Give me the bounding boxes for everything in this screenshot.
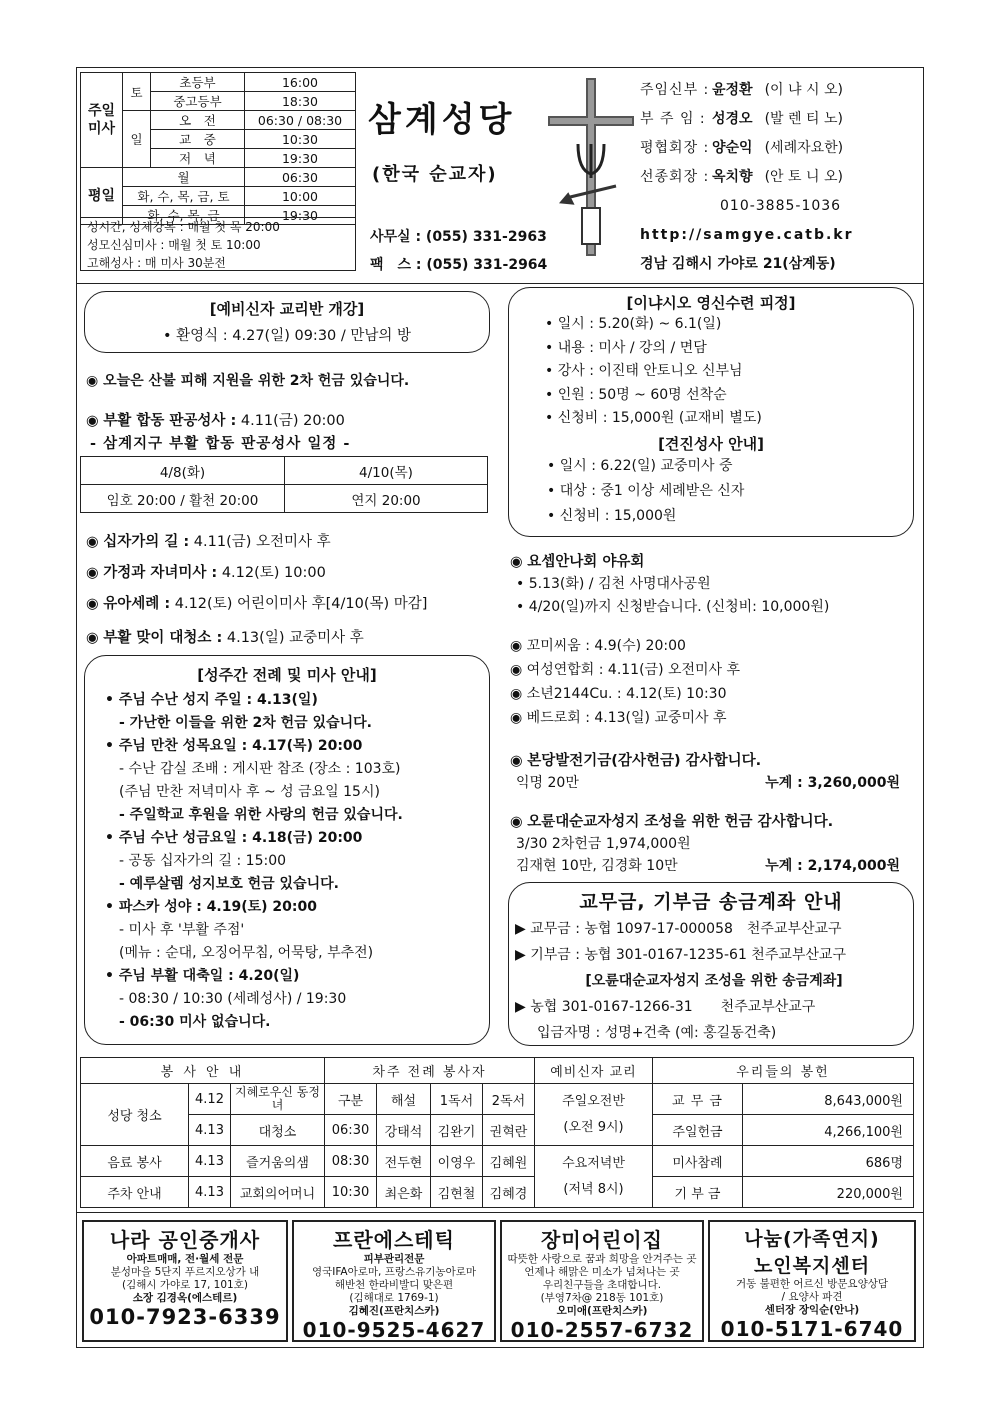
class-time: (저녁 8시) — [563, 1181, 624, 1197]
clergy-row — [640, 105, 854, 134]
holy-week-line: - 수난 감실 조배 : 게시판 참조 (장소 : 103호) — [119, 761, 401, 777]
cross-logo-icon — [548, 78, 634, 256]
mass-name: 월 — [123, 168, 245, 187]
service-cell: 성당 청소 — [81, 1084, 189, 1146]
accounts-box — [508, 882, 914, 1046]
catechism-head: 예비신자 교리 — [535, 1058, 653, 1084]
holy-week-line: (메뉴 : 순대, 오징어무침, 어묵탕, 부추전) — [119, 945, 374, 961]
notice-title: 부활 맞이 대청소 : — [103, 630, 223, 646]
service-table — [80, 1057, 914, 1208]
service-cell: 전두현 — [377, 1146, 431, 1177]
notice-family-mass: ◉ 가정과 자녀미사 : 4.12(토) 10:00 — [86, 565, 326, 581]
mass-name: 교 중 — [151, 130, 245, 149]
retreat-item: • 인원 : 50명 ~ 60명 선착순 — [545, 386, 727, 403]
clergy-row — [640, 76, 854, 105]
confession-schedule-table — [80, 456, 488, 513]
ad-phone: 010-9525-4627 — [302, 1318, 486, 1342]
service-cell: 2독서 — [483, 1084, 535, 1115]
weekday-mass-label: 평일 — [81, 168, 123, 225]
accounts-list — [509, 916, 913, 1046]
catechumen-box — [84, 291, 490, 353]
offering-value: 4,266,100원 — [743, 1115, 914, 1146]
ads-divider — [76, 1212, 924, 1213]
mass-name: 화, 수, 목, 금, 토 — [123, 187, 245, 206]
saint-name: (안 토 니 오) — [764, 169, 843, 185]
accounts-subtitle: [오륜대순교자성지 조성을 위한 송금계좌] — [585, 973, 843, 989]
ad-name: 노인복지센터 — [753, 1255, 871, 1277]
class-name: 주일오전반 — [562, 1093, 625, 1109]
confirmation-title: [견진성사 안내] — [658, 434, 764, 453]
holy-week-box — [84, 655, 490, 1045]
holy-week-line: - 주일학교 후원을 위한 사랑의 헌금 있습니다. — [119, 807, 403, 823]
meeting-item: ◉ 꼬미씨움 : 4.9(수) 20:00 — [510, 638, 686, 654]
catechism-cell — [535, 1146, 653, 1208]
saint-name: (세례자요한) — [764, 140, 844, 156]
saint-name: (이 냐 시 오) — [764, 82, 843, 98]
confirm-item: • 대상 : 중1 이상 세례받은 신자 — [547, 482, 745, 499]
confession-subtitle: - 삼계지구 부활 합동 판공성사 일정 - — [90, 436, 351, 452]
notice-title: 부활 합동 판공성사 : — [103, 413, 237, 429]
name: 양순익 — [712, 140, 753, 156]
notice-2nd-collection: ◉ 오늘은 산불 피해 지원을 위한 2차 헌금 있습니다. — [86, 373, 410, 389]
account-note: 입금자명 : 성명+건축 (예: 홍길동건축) — [537, 1025, 777, 1041]
ad-line: 센터장 장익순(안나) — [764, 1304, 860, 1316]
notice-cleaning: ◉ 부활 맞이 대청소 : 4.13(일) 교중미사 후 — [86, 630, 364, 646]
saint-name: (발 렌 티 노) — [764, 111, 843, 127]
mass-time: 16:00 — [245, 73, 356, 92]
notice-infant-baptism: ◉ 유아세례 : 4.12(토) 어린이미사 후[4/10(목) 마감] — [86, 596, 428, 612]
meeting-text: 여성연합회 : 4.11(금) 오전미사 후 — [526, 662, 741, 678]
meeting-item: ◉ 베드로회 : 4.13(일) 교중미사 후 — [510, 710, 727, 726]
service-cell: 4.13 — [189, 1177, 231, 1208]
mass-notes — [80, 217, 356, 271]
service-cell: 4.13 — [189, 1115, 231, 1146]
notice-text: 4.12(토) 10:00 — [217, 565, 326, 581]
ad-line: / 요양사 파견 — [781, 1291, 843, 1303]
ad-line: 피부관리전문 — [363, 1253, 425, 1265]
website-link[interactable]: http://samgye.catb.kr — [640, 227, 854, 243]
retreat-item: • 강사 : 이진태 안토니오 신부님 — [545, 363, 743, 379]
ad-name: 나라 공인중개사 — [109, 1228, 261, 1252]
mass-name: 중고등부 — [151, 92, 245, 111]
holy-week-line: - 예루살렘 성지보호 헌금 있습니다. — [119, 876, 339, 892]
shrine-donors: 김재현 10만, 김경화 10만 — [516, 858, 678, 874]
role: 평협회장 : — [640, 140, 710, 156]
service-head: 봉 사 안 내 — [81, 1058, 325, 1084]
ad-line: (부영7차@ 218동 101호) — [540, 1292, 664, 1304]
service-cell: 이영우 — [431, 1146, 483, 1177]
mass-time: 19:30 — [245, 149, 356, 168]
offering-label: 교 무 금 — [653, 1084, 743, 1115]
ad-line: 소장 김경옥(에스테르) — [132, 1292, 238, 1304]
ad-line: (김해시 가야로 17, 101호) — [122, 1279, 248, 1291]
offering-head: 우리들의 봉헌 — [653, 1058, 914, 1084]
offering-value: 220,000원 — [743, 1177, 914, 1208]
name: 윤정환 — [712, 82, 753, 98]
ad-name: 프란에스테틱 — [333, 1228, 455, 1252]
mass-name: 초등부 — [151, 73, 245, 92]
service-cell: 음료 봉사 — [81, 1146, 189, 1177]
account-row: ▶ 교무금 : 농협 1097-17-000058 천주교부산교구 — [515, 921, 842, 937]
joseph-anna-outing: ◉ 요셉안나회 야유회 — [510, 554, 645, 570]
account-row: ▶ 농협 301-0167-1266-31 천주교부산교구 — [515, 999, 816, 1015]
office-phone: 사무실 : (055) 331-2963 — [370, 229, 547, 245]
ad-line: 따뜻한 사랑으로 꿈과 희망을 안겨주는 곳 — [507, 1253, 697, 1265]
confirm-item: • 일시 : 6.22(일) 교중미사 중 — [547, 457, 733, 474]
service-cell: 최은화 — [377, 1177, 431, 1208]
retreat-item: • 일시 : 5.20(화) ~ 6.1(일) — [545, 316, 722, 332]
confirm-item: • 신청비 : 15,000원 — [547, 507, 677, 524]
fax-number: 팩 스 : (055) 331-2964 — [370, 257, 548, 273]
mass-time: 19:30 — [245, 206, 356, 225]
offering-value: 8,643,000원 — [743, 1084, 914, 1115]
class-time: (오전 9시) — [563, 1119, 624, 1135]
class-name: 수요저녁반 — [562, 1155, 625, 1171]
catechumen-item: • 환영식 : 4.27(일) 09:30 / 만남의 방 — [162, 328, 412, 344]
mass-name: 화, 수, 목, 금 — [123, 206, 245, 225]
holy-week-line: • 파스카 성야 : 4.19(토) 20:00 — [105, 899, 317, 915]
mass-time: 06:30 / 08:30 — [245, 111, 356, 130]
ad-realestate — [82, 1220, 288, 1342]
joseph-item: • 5.13(화) / 김천 사명대사공원 — [516, 576, 711, 592]
ad-line: 분성마을 5단지 푸르지오상가 내 — [110, 1266, 260, 1278]
service-cell: 김현철 — [431, 1177, 483, 1208]
service-cell: 06:30 — [325, 1115, 377, 1146]
sched-head: 4/10(목) — [285, 457, 488, 485]
address: 경남 김해시 가야로 21(삼계동) — [640, 256, 836, 272]
catechism-cell — [535, 1084, 653, 1146]
meeting-text: 소년2144Cu. : 4.12(토) 10:30 — [526, 686, 727, 702]
notice-title: 요셉안나회 야유회 — [527, 554, 645, 570]
retreat-title: [이냐시오 영신수련 피정] — [626, 294, 796, 312]
holy-week-line: • 주님 만찬 성목요일 : 4.17(목) 20:00 — [105, 738, 363, 754]
holy-week-list — [85, 689, 489, 1034]
holy-week-line: • 주님 수난 성금요일 : 4.18(금) 20:00 — [105, 830, 363, 846]
ad-phone: 010-5171-6740 — [720, 1317, 904, 1341]
service-cell: 교회의어머니 — [231, 1177, 325, 1208]
liturgy-head: 차주 전례 봉사자 — [325, 1058, 535, 1084]
notice-confession: ◉ 부활 합동 판공성사 : 4.11(금) 20:00 — [86, 413, 345, 429]
ad-line: 거동 불편한 어르신 방문요양상담 — [735, 1278, 888, 1290]
role: 선종회장 : — [640, 169, 710, 185]
holy-week-title: [성주간 전례 및 미사 안내] — [197, 666, 377, 684]
service-cell: 강태석 — [377, 1115, 431, 1146]
ad-line: 아파트매매, 전·월세 전문 — [126, 1253, 244, 1265]
offering-label: 주일헌금 — [653, 1115, 743, 1146]
note: 성모신심미사 : 매월 첫 토 10:00 — [87, 238, 261, 252]
ad-line: (김해대로 1769-1) — [349, 1292, 439, 1304]
fund-donor: 익명 20만 — [516, 775, 579, 791]
meeting-item: ◉ 여성연합회 : 4.11(금) 오전미사 후 — [510, 662, 741, 678]
fund-total: 누계 : 3,260,000원 — [765, 775, 900, 791]
mass-schedule-table — [80, 72, 356, 225]
clergy-row — [640, 163, 854, 192]
mass-name: 오 전 — [151, 111, 245, 130]
service-cell: 김혜경 — [483, 1177, 535, 1208]
ad-phone: 010-7923-6339 — [89, 1305, 281, 1329]
notice-text: 4.12(토) 어린이미사 후[4/10(목) 마감] — [170, 596, 428, 612]
holy-week-line: - 공동 십자가의 길 : 15:00 — [119, 853, 287, 869]
notice-text: 오늘은 산불 피해 지원을 위한 2차 헌금 있습니다. — [103, 373, 410, 389]
mass-time: 10:30 — [245, 130, 356, 149]
fund-notice: ◉ 본당발전기금(감사헌금) 감사합니다. — [510, 753, 762, 769]
ad-line: 언제나 해맑은 미소가 넘쳐나는 곳 — [524, 1266, 680, 1278]
sched-head: 4/8(화) — [81, 457, 285, 485]
holy-week-line: - 가난한 이들을 위한 2차 헌금 있습니다. — [119, 715, 372, 731]
note: 성시간, 성체강복 : 매월 첫 목 20:00 — [87, 220, 280, 234]
retreat-box — [508, 287, 914, 537]
holy-week-line: - 미사 후 '부활 주점' — [119, 922, 245, 938]
sunday-mass-label: 주일 미사 — [81, 73, 123, 168]
role: 부 주 임 : — [640, 111, 706, 127]
ad-line: 우리친구들을 초대합니다. — [542, 1279, 662, 1291]
notice-title: 가정과 자녀미사 : — [103, 565, 218, 581]
shrine-total: 누계 : 2,174,000원 — [765, 858, 900, 874]
note: 고해성사 : 매 미사 30분전 — [87, 256, 226, 270]
service-cell: 구분 — [325, 1084, 377, 1115]
service-cell: 10:30 — [325, 1177, 377, 1208]
mass-time: 06:30 — [245, 168, 356, 187]
fund-line — [516, 772, 900, 792]
mass-name: 저 녁 — [151, 149, 245, 168]
holy-week-line: • 주님 부활 대축일 : 4.20(일) — [105, 968, 300, 984]
notice-title: 본당발전기금(감사헌금) 감사합니다. — [527, 753, 762, 769]
holy-week-line: - 08:30 / 10:30 (세례성사) / 19:30 — [119, 991, 347, 1007]
retreat-item: • 내용 : 미사 / 강의 / 면담 — [545, 339, 707, 356]
name: 성경오 — [712, 111, 753, 127]
parish-subtitle: (한국 순교자) — [372, 164, 498, 185]
sun-label: 일 — [123, 111, 151, 168]
meeting-item: ◉ 소년2144Cu. : 4.12(토) 10:30 — [510, 686, 727, 702]
notice-title: 유아세례 : — [103, 596, 171, 612]
offering-label: 미사참례 — [653, 1146, 743, 1177]
name: 옥치향 — [712, 169, 753, 185]
ad-line: 오미애(프란치스카) — [556, 1305, 648, 1317]
offering-value: 686명 — [743, 1146, 914, 1177]
ad-name: 나눔(가족연지) — [744, 1228, 880, 1250]
retreat-item: • 신청비 : 15,000원 (교재비 별도) — [545, 410, 762, 426]
catechumen-title: [예비신자 교리반 개강] — [209, 300, 365, 318]
clergy-list — [640, 76, 854, 279]
meeting-text: 꼬미씨움 : 4.9(수) 20:00 — [526, 638, 686, 654]
header-divider — [76, 283, 924, 284]
ad-name: 장미어린이집 — [541, 1228, 663, 1252]
service-cell: 1독서 — [431, 1084, 483, 1115]
meetings-list — [510, 634, 740, 730]
shrine-line1: 3/30 2차헌금 1,974,000원 — [516, 836, 691, 852]
notice-text: 4.13(일) 교중미사 후 — [222, 630, 364, 646]
notice-title: 오륜대순교자성지 조성을 위한 헌금 감사합니다. — [527, 814, 834, 830]
service-cell: 권혁란 — [483, 1115, 535, 1146]
sat-label: 토 — [123, 73, 151, 111]
ad-kindergarten — [500, 1220, 704, 1342]
confirmation-list — [509, 454, 913, 529]
notice-text: 4.11(금) 20:00 — [236, 413, 345, 429]
service-cell: 4.12 — [189, 1084, 231, 1115]
holy-week-line: (주님 만찬 저녁미사 후 ~ 성 금요일 15시) — [119, 784, 380, 800]
holy-week-line: - 06:30 미사 없습니다. — [119, 1014, 271, 1030]
service-cell: 주차 안내 — [81, 1177, 189, 1208]
mass-time: 18:30 — [245, 92, 356, 111]
mass-time: 10:00 — [245, 187, 356, 206]
service-cell: 김혜원 — [483, 1146, 535, 1177]
ad-welfare-center — [708, 1220, 916, 1342]
ad-line: 김혜진(프란치스카) — [348, 1305, 440, 1317]
notice-text: 4.11(금) 오전미사 후 — [189, 534, 331, 550]
service-cell: 김완기 — [431, 1115, 483, 1146]
sched-cell: 연지 20:00 — [285, 485, 488, 513]
contact-phone: 010-3885-1036 — [720, 198, 842, 214]
clergy-row — [640, 134, 854, 163]
retreat-list — [509, 313, 913, 431]
role: 주임신부 : — [640, 82, 710, 98]
ad-aesthetic — [292, 1220, 496, 1342]
parish-title: 삼계성당 — [368, 100, 516, 140]
notice-way-of-cross: ◉ 십자가의 길 : 4.11(금) 오전미사 후 — [86, 534, 331, 550]
shrine-line2 — [516, 855, 900, 875]
service-cell: 지혜로우신 동정녀 — [231, 1084, 325, 1115]
service-cell: 08:30 — [325, 1146, 377, 1177]
accounts-title: 교무금, 기부금 송금계좌 안내 — [579, 891, 843, 913]
ad-line: 영국IFA아로마, 프랑스유기농아로마 — [311, 1266, 477, 1278]
joseph-item: • 4/20(일)까지 신청받습니다. (신청비: 10,000원) — [516, 599, 830, 615]
account-row: ▶ 기부금 : 농협 301-0167-1235-61 천주교부산교구 — [515, 947, 846, 963]
ad-line: 해반천 한라비발디 맞은편 — [334, 1279, 454, 1291]
service-cell: 즐거움의샘 — [231, 1146, 325, 1177]
ad-phone: 010-2557-6732 — [510, 1318, 694, 1342]
joseph-anna-list — [516, 573, 829, 619]
meeting-text: 베드로회 : 4.13(일) 교중미사 후 — [526, 710, 727, 726]
offering-label: 기 부 금 — [653, 1177, 743, 1208]
shrine-notice: ◉ 오륜대순교자성지 조성을 위한 헌금 감사합니다. — [510, 814, 834, 830]
service-cell: 4.13 — [189, 1146, 231, 1177]
service-cell: 해설 — [377, 1084, 431, 1115]
sched-cell: 임호 20:00 / 활천 20:00 — [81, 485, 285, 513]
holy-week-line: • 주님 수난 성지 주일 : 4.13(일) — [105, 692, 318, 708]
service-cell: 대청소 — [231, 1115, 325, 1146]
notice-title: 십자가의 길 : — [103, 534, 190, 550]
